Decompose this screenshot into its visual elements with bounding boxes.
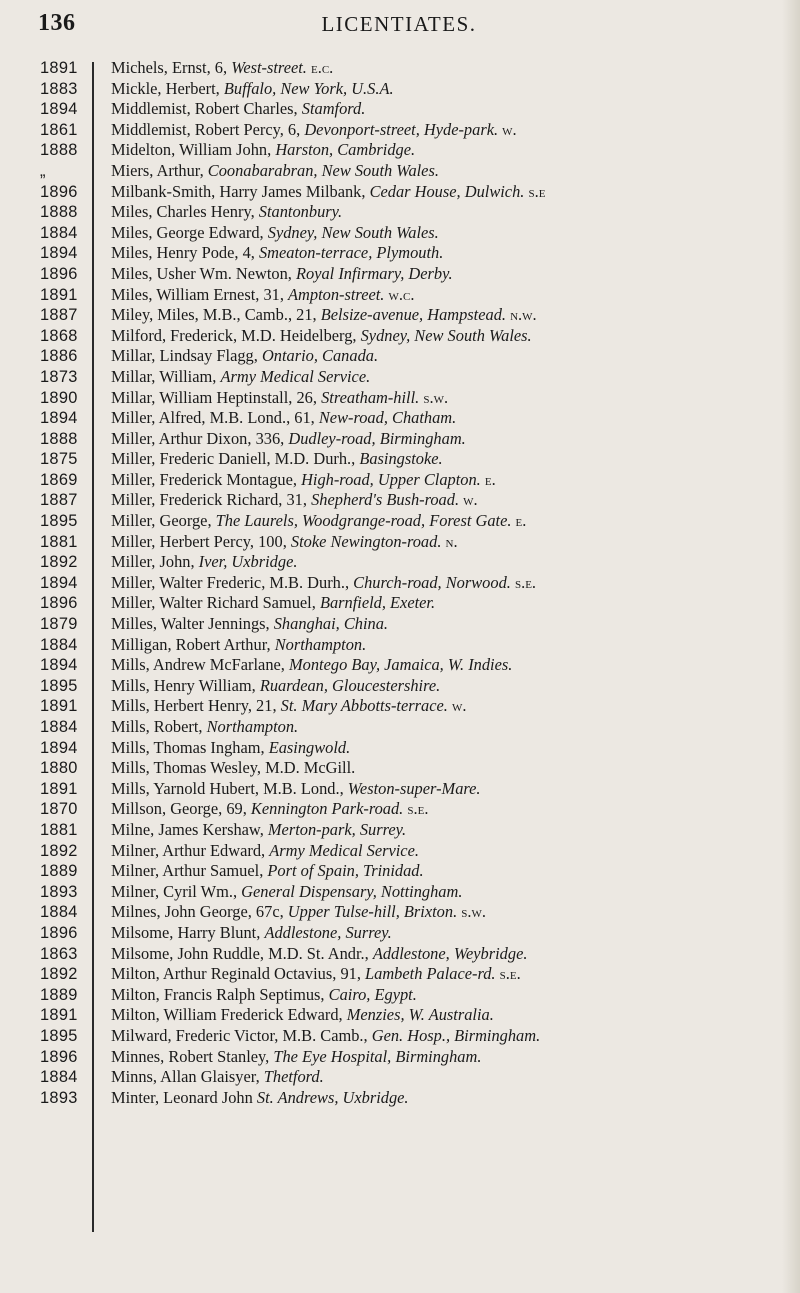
entry-address: Weston-super-Mare. [347, 778, 481, 798]
entry-year: 1894 [40, 244, 78, 263]
entry-text [95, 552, 297, 573]
entry-address: Basingstoke. [359, 449, 443, 469]
entry-year: 1896 [40, 594, 78, 613]
entry-address: Easingwold. [268, 737, 351, 757]
entry-address: Ampton-street. [288, 284, 385, 304]
list-item [30, 182, 780, 203]
entry-name: Milner, Arthur Samuel, [111, 861, 268, 881]
entry-year: 1894 [40, 738, 78, 757]
entry-district: s.e. [495, 964, 521, 984]
entry-text [95, 696, 466, 717]
page-header [38, 10, 760, 40]
entry-address: Sydney, New South Wales. [267, 222, 439, 242]
entry-address: Shanghai, China. [273, 614, 389, 634]
entry-name: Mills, Andrew McFarlane, [111, 655, 289, 675]
entry-name: Miller, Frederick Montague, [111, 469, 302, 489]
entry-text [95, 470, 496, 491]
list-item [30, 1067, 780, 1088]
entry-text [95, 841, 419, 862]
entry-text [95, 902, 486, 923]
entry-address: General Dispensary, Nottingham. [241, 881, 463, 901]
list-item [30, 388, 780, 409]
list-item [30, 799, 780, 820]
entry-name: Mills, Thomas Wesley, M.D. McGill. [111, 758, 356, 778]
entry-year: 1884 [40, 223, 78, 242]
list-item [30, 202, 780, 223]
list-item [30, 820, 780, 841]
entry-address: Royal Infirmary, Derby. [295, 263, 453, 283]
entry-name: Mickle, Herbert, [111, 78, 224, 98]
entry-name: Middlemist, Robert Charles, [111, 99, 302, 119]
entry-address: Sydney, New South Wales. [360, 325, 532, 345]
entry-district: e. [511, 511, 527, 531]
entry-text [95, 449, 443, 470]
entry-name: Milton, Francis Ralph Septimus, [111, 984, 329, 1004]
entry-name: Miller, John, [111, 552, 199, 572]
entry-address: Addlestone, Weybridge. [372, 943, 528, 963]
entry-text [95, 202, 342, 223]
entry-name: Milward, Frederic Victor, M.B. Camb., [111, 1025, 372, 1045]
entry-name: Miller, Frederick Richard, 31, [111, 490, 312, 510]
entry-name: Milner, Cyril Wm., [111, 881, 242, 901]
entry-text [95, 120, 517, 141]
entry-address: Merton-park, Surrey. [267, 819, 407, 839]
entry-name: Miles, Henry Pode, 4, [111, 243, 259, 263]
entry-text [95, 573, 536, 594]
entry-name: Miles, George Edward, [111, 222, 268, 242]
entry-address: Port of Spain, Trinidad. [267, 861, 424, 881]
list-item [30, 99, 780, 120]
entry-address: Shepherd's Bush-road. [311, 490, 460, 510]
entry-text [95, 408, 456, 429]
list-item [30, 841, 780, 862]
entry-year: 1881 [40, 532, 78, 551]
entry-text [95, 182, 545, 203]
entry-address: Coonabarabran, New South Wales. [207, 160, 439, 180]
licentiate-list [30, 58, 780, 1108]
list-item [30, 696, 780, 717]
entry-address: St. Andrews, Uxbridge. [256, 1087, 409, 1107]
entry-name: Midelton, William John, [111, 140, 276, 160]
entry-year: 1893 [40, 1088, 78, 1107]
entry-year: 1884 [40, 903, 78, 922]
list-item [30, 58, 780, 79]
entry-address: West-street. [231, 58, 307, 77]
entry-name: Miles, Usher Wm. Newton, [111, 263, 296, 283]
list-item [30, 593, 780, 614]
entry-address: Thetford. [263, 1067, 324, 1087]
list-item [30, 738, 780, 759]
entry-address: Stantonbury. [258, 202, 343, 222]
entry-text [95, 264, 453, 285]
entry-year: 1895 [40, 676, 78, 695]
entry-text [95, 635, 366, 656]
list-item [30, 326, 780, 347]
list-item [30, 532, 780, 553]
entry-district: e. [480, 469, 496, 489]
list-item [30, 1088, 780, 1109]
entry-year: 1861 [40, 120, 78, 139]
entry-district: s.e. [403, 799, 429, 819]
entry-address: Smeaton-terrace, Plymouth. [258, 243, 444, 263]
entry-text [95, 79, 394, 100]
list-item [30, 429, 780, 450]
entry-name: Miers, Arthur, [111, 160, 208, 180]
entry-text [95, 223, 439, 244]
entry-year: 1873 [40, 367, 78, 386]
entry-year: 1894 [40, 100, 78, 119]
list-item [30, 779, 780, 800]
entry-name: Millson, George, 69, [111, 799, 251, 819]
entry-name: Miles, Charles Henry, [111, 202, 259, 222]
entry-text [95, 161, 439, 182]
entry-name: Milner, Arthur Edward, [111, 840, 270, 860]
entry-text [95, 717, 298, 738]
entry-year: 1869 [40, 470, 78, 489]
entry-year: 1891 [40, 285, 78, 304]
list-item [30, 902, 780, 923]
entry-name: Milles, Walter Jennings, [111, 614, 274, 634]
entry-name: Miller, Arthur Dixon, 336, [111, 428, 289, 448]
entry-name: Minter, Leonard John [111, 1087, 257, 1107]
entry-year: 1895 [40, 512, 78, 531]
page-number: 136 [38, 10, 76, 36]
entry-name: Miller, Frederic Daniell, M.D. Durh., [111, 449, 360, 469]
list-item [30, 408, 780, 429]
entry-address: Ontario, Canada. [261, 346, 379, 366]
entry-name: Michels, Ernst, 6, [111, 58, 232, 77]
entry-text [95, 1026, 540, 1047]
entry-name: Miller, Herbert Percy, 100, [111, 531, 291, 551]
list-item [30, 285, 780, 306]
entry-year: 1889 [40, 862, 78, 881]
list-item [30, 449, 780, 470]
entry-district: s.e [524, 181, 546, 201]
entry-year: 1893 [40, 882, 78, 901]
list-item [30, 490, 780, 511]
entry-year: 1891 [40, 697, 78, 716]
entry-year: 1888 [40, 429, 78, 448]
list-item [30, 944, 780, 965]
list-item [30, 655, 780, 676]
entry-name: Millar, William Heptinstall, 26, [111, 387, 322, 407]
entry-text [95, 140, 415, 161]
entry-name: Miles, William Ernest, 31, [111, 284, 289, 304]
entry-text [95, 655, 512, 676]
list-item [30, 367, 780, 388]
entry-address: Addlestone, Surrey. [264, 922, 392, 942]
list-item [30, 140, 780, 161]
entry-text [95, 285, 414, 306]
entry-text [95, 1047, 481, 1068]
entry-year: 1890 [40, 388, 78, 407]
entry-name: Miller, Alfred, M.B. Lond., 61, [111, 408, 319, 428]
entry-text [95, 758, 355, 779]
entry-name: Milton, Arthur Reginald Octavius, 91, [111, 964, 366, 984]
entry-year: „ [40, 161, 46, 180]
entry-address: Barnfield, Exeter. [319, 593, 436, 613]
entry-name: Mills, Thomas Ingham, [111, 737, 269, 757]
entry-name: Milbank-Smith, Harry James Milbank, [111, 181, 370, 201]
entry-address: The Eye Hospital, Birmingham. [273, 1046, 482, 1066]
entry-name: Miley, Miles, M.B., Camb., 21, [111, 305, 321, 325]
entry-name: Mills, Henry William, [111, 675, 260, 695]
entry-year: 1887 [40, 306, 78, 325]
list-item [30, 573, 780, 594]
entry-year: 1889 [40, 985, 78, 1004]
entry-name: Miller, Walter Frederic, M.B. Durh., [111, 572, 354, 592]
entry-address: Cairo, Egypt. [328, 984, 417, 1004]
entry-address: Stoke Newington-road. [290, 531, 442, 551]
entry-text [95, 243, 443, 264]
entry-text [95, 593, 435, 614]
entry-text [95, 820, 406, 841]
list-item [30, 964, 780, 985]
entry-year: 1894 [40, 656, 78, 675]
entry-year: 1883 [40, 79, 78, 98]
entry-year: 1896 [40, 264, 78, 283]
entry-address: Upper Tulse-hill, Brixton. [287, 902, 458, 922]
entry-year: 1880 [40, 759, 78, 778]
entry-name: Milford, Frederick, M.D. Heidelberg, [111, 325, 361, 345]
entry-text [95, 429, 466, 450]
list-item [30, 243, 780, 264]
entry-address: Buffalo, New York, U.S.A. [223, 78, 394, 98]
entry-address: Army Medical Service. [220, 366, 371, 386]
entry-name: Milnes, John George, 67c, [111, 902, 288, 922]
entry-year: 1868 [40, 326, 78, 345]
entry-address: Devonport-street, Hyde-park. [304, 119, 499, 139]
entry-name: Miller, Walter Richard Samuel, [111, 593, 320, 613]
entry-name: Milne, James Kershaw, [111, 819, 268, 839]
entry-text [95, 1005, 494, 1026]
entry-address: Dudley-road, Birmingham. [288, 428, 466, 448]
entry-address: New-road, Chatham. [318, 408, 457, 428]
list-item [30, 470, 780, 491]
entry-district: n.w. [506, 305, 537, 325]
entry-address: Menzies, W. Australia. [346, 1005, 494, 1025]
entry-district: s.e. [510, 572, 537, 592]
entry-name: Mills, Herbert Henry, 21, [111, 696, 281, 716]
entry-name: Minns, Allan Glaisyer, [111, 1067, 264, 1087]
entry-address: Kennington Park-road. [250, 799, 404, 819]
list-item [30, 985, 780, 1006]
entry-name: Milton, William Frederick Edward, [111, 1005, 347, 1025]
entry-name: Millar, William, [111, 366, 221, 386]
entry-year: 1891 [40, 779, 78, 798]
entry-year: 1888 [40, 141, 78, 160]
entry-text [95, 305, 537, 326]
list-item [30, 264, 780, 285]
entry-name: Millar, Lindsay Flagg, [111, 346, 262, 366]
entry-district: w. [459, 490, 478, 510]
entry-district: e.c. [306, 58, 334, 77]
entry-year: 1891 [40, 1006, 78, 1025]
entry-year: 1892 [40, 965, 78, 984]
entry-year: 1884 [40, 718, 78, 736]
entry-text [95, 985, 417, 1006]
entry-name: Minnes, Robert Stanley, [111, 1046, 274, 1066]
entry-text [95, 511, 526, 532]
entry-text [95, 388, 448, 409]
entry-address: St. Mary Abbotts-terrace. [280, 696, 448, 716]
entry-address: Ruardean, Gloucestershire. [259, 675, 441, 695]
list-item [30, 758, 780, 779]
entry-text [95, 326, 532, 347]
entry-year: 1886 [40, 347, 78, 366]
entry-text [95, 532, 458, 553]
entry-text [95, 1088, 409, 1109]
entry-district: w.c. [384, 284, 415, 304]
entry-address: Iver, Uxbridge. [198, 552, 298, 572]
list-item [30, 861, 780, 882]
entry-text [95, 676, 440, 697]
entry-text [95, 367, 370, 388]
entry-year: 1884 [40, 1068, 78, 1087]
entry-year: 1887 [40, 491, 78, 510]
entry-district: w. [498, 119, 517, 139]
list-item [30, 79, 780, 100]
entry-text [95, 799, 428, 820]
list-item [30, 882, 780, 903]
entry-address: Montego Bay, Jamaica, W. Indies. [289, 655, 513, 675]
entry-text [95, 779, 481, 800]
entry-address: Stamford. [301, 99, 366, 119]
entry-address: Gen. Hosp., Birmingham. [371, 1025, 541, 1045]
entry-text [95, 964, 521, 985]
entry-district: w. [447, 696, 467, 716]
entry-year: 1891 [40, 59, 78, 77]
entry-name: Milligan, Robert Arthur, [111, 634, 275, 654]
entry-text [95, 346, 378, 367]
entry-address: Streatham-hill. [321, 387, 420, 407]
entry-year: 1892 [40, 553, 78, 572]
list-item [30, 305, 780, 326]
list-item [30, 120, 780, 141]
list-item [30, 717, 780, 738]
entry-text [95, 923, 392, 944]
list-item [30, 1047, 780, 1068]
entry-address: Lambeth Palace-rd. [365, 964, 496, 984]
entry-text [95, 614, 388, 635]
entry-year: 1896 [40, 182, 78, 201]
entry-district: s.w. [419, 387, 449, 407]
entry-district: n. [441, 531, 458, 551]
entry-year: 1894 [40, 573, 78, 592]
entry-year: 1895 [40, 1026, 78, 1045]
entry-address: Cedar House, Dulwich. [369, 181, 525, 201]
running-title: LICENTIATES. [321, 12, 477, 36]
list-item [30, 1026, 780, 1047]
list-item [30, 635, 780, 656]
entry-name: Milsome, Harry Blunt, [111, 922, 265, 942]
entry-address: The Laurels, Woodgrange-road, Forest Gate. [215, 511, 512, 531]
list-item [30, 676, 780, 697]
entry-text [95, 490, 478, 511]
entry-name: Mills, Robert, [111, 717, 207, 736]
entry-year: 1884 [40, 635, 78, 654]
entry-year: 1896 [40, 1047, 78, 1066]
entry-text [95, 738, 350, 759]
list-item [30, 511, 780, 532]
entry-text [95, 882, 462, 903]
entry-district: s.w. [457, 902, 486, 922]
entry-year: 1888 [40, 203, 78, 222]
entry-year: 1896 [40, 923, 78, 942]
entry-year: 1875 [40, 450, 78, 469]
list-item [30, 923, 780, 944]
entry-year: 1894 [40, 409, 78, 428]
list-item [30, 1005, 780, 1026]
list-item [30, 552, 780, 573]
entry-year: 1892 [40, 841, 78, 860]
entry-name: Middlemist, Robert Percy, 6, [111, 119, 305, 139]
entry-address: High-road, Upper Clapton. [301, 469, 481, 489]
list-item [30, 614, 780, 635]
list-item [30, 346, 780, 367]
entry-address: Harston, Cambridge. [275, 140, 416, 160]
entry-text [95, 861, 424, 882]
entry-year: 1870 [40, 800, 78, 819]
entry-address: Army Medical Service. [269, 840, 419, 860]
entry-address: Church-road, Norwood. [353, 572, 511, 592]
entry-text [95, 58, 333, 79]
entry-year: 1881 [40, 820, 78, 839]
entry-address: Northampton. [274, 634, 367, 654]
list-item [30, 161, 780, 182]
entry-year: 1879 [40, 615, 78, 634]
entry-year: 1863 [40, 944, 78, 963]
entry-text [95, 944, 527, 965]
list-item [30, 223, 780, 244]
entry-name: Mills, Yarnold Hubert, M.B. Lond., [111, 778, 348, 798]
entry-text [95, 99, 365, 120]
entry-name: Miller, George, [111, 511, 216, 531]
entry-text [95, 1067, 324, 1088]
entry-name: Milsome, John Ruddle, M.D. St. Andr., [111, 943, 373, 963]
page-edge-shadow [782, 0, 800, 1293]
entry-address: Northampton. [206, 717, 299, 736]
entry-address: Belsize-avenue, Hampstead. [320, 305, 507, 325]
